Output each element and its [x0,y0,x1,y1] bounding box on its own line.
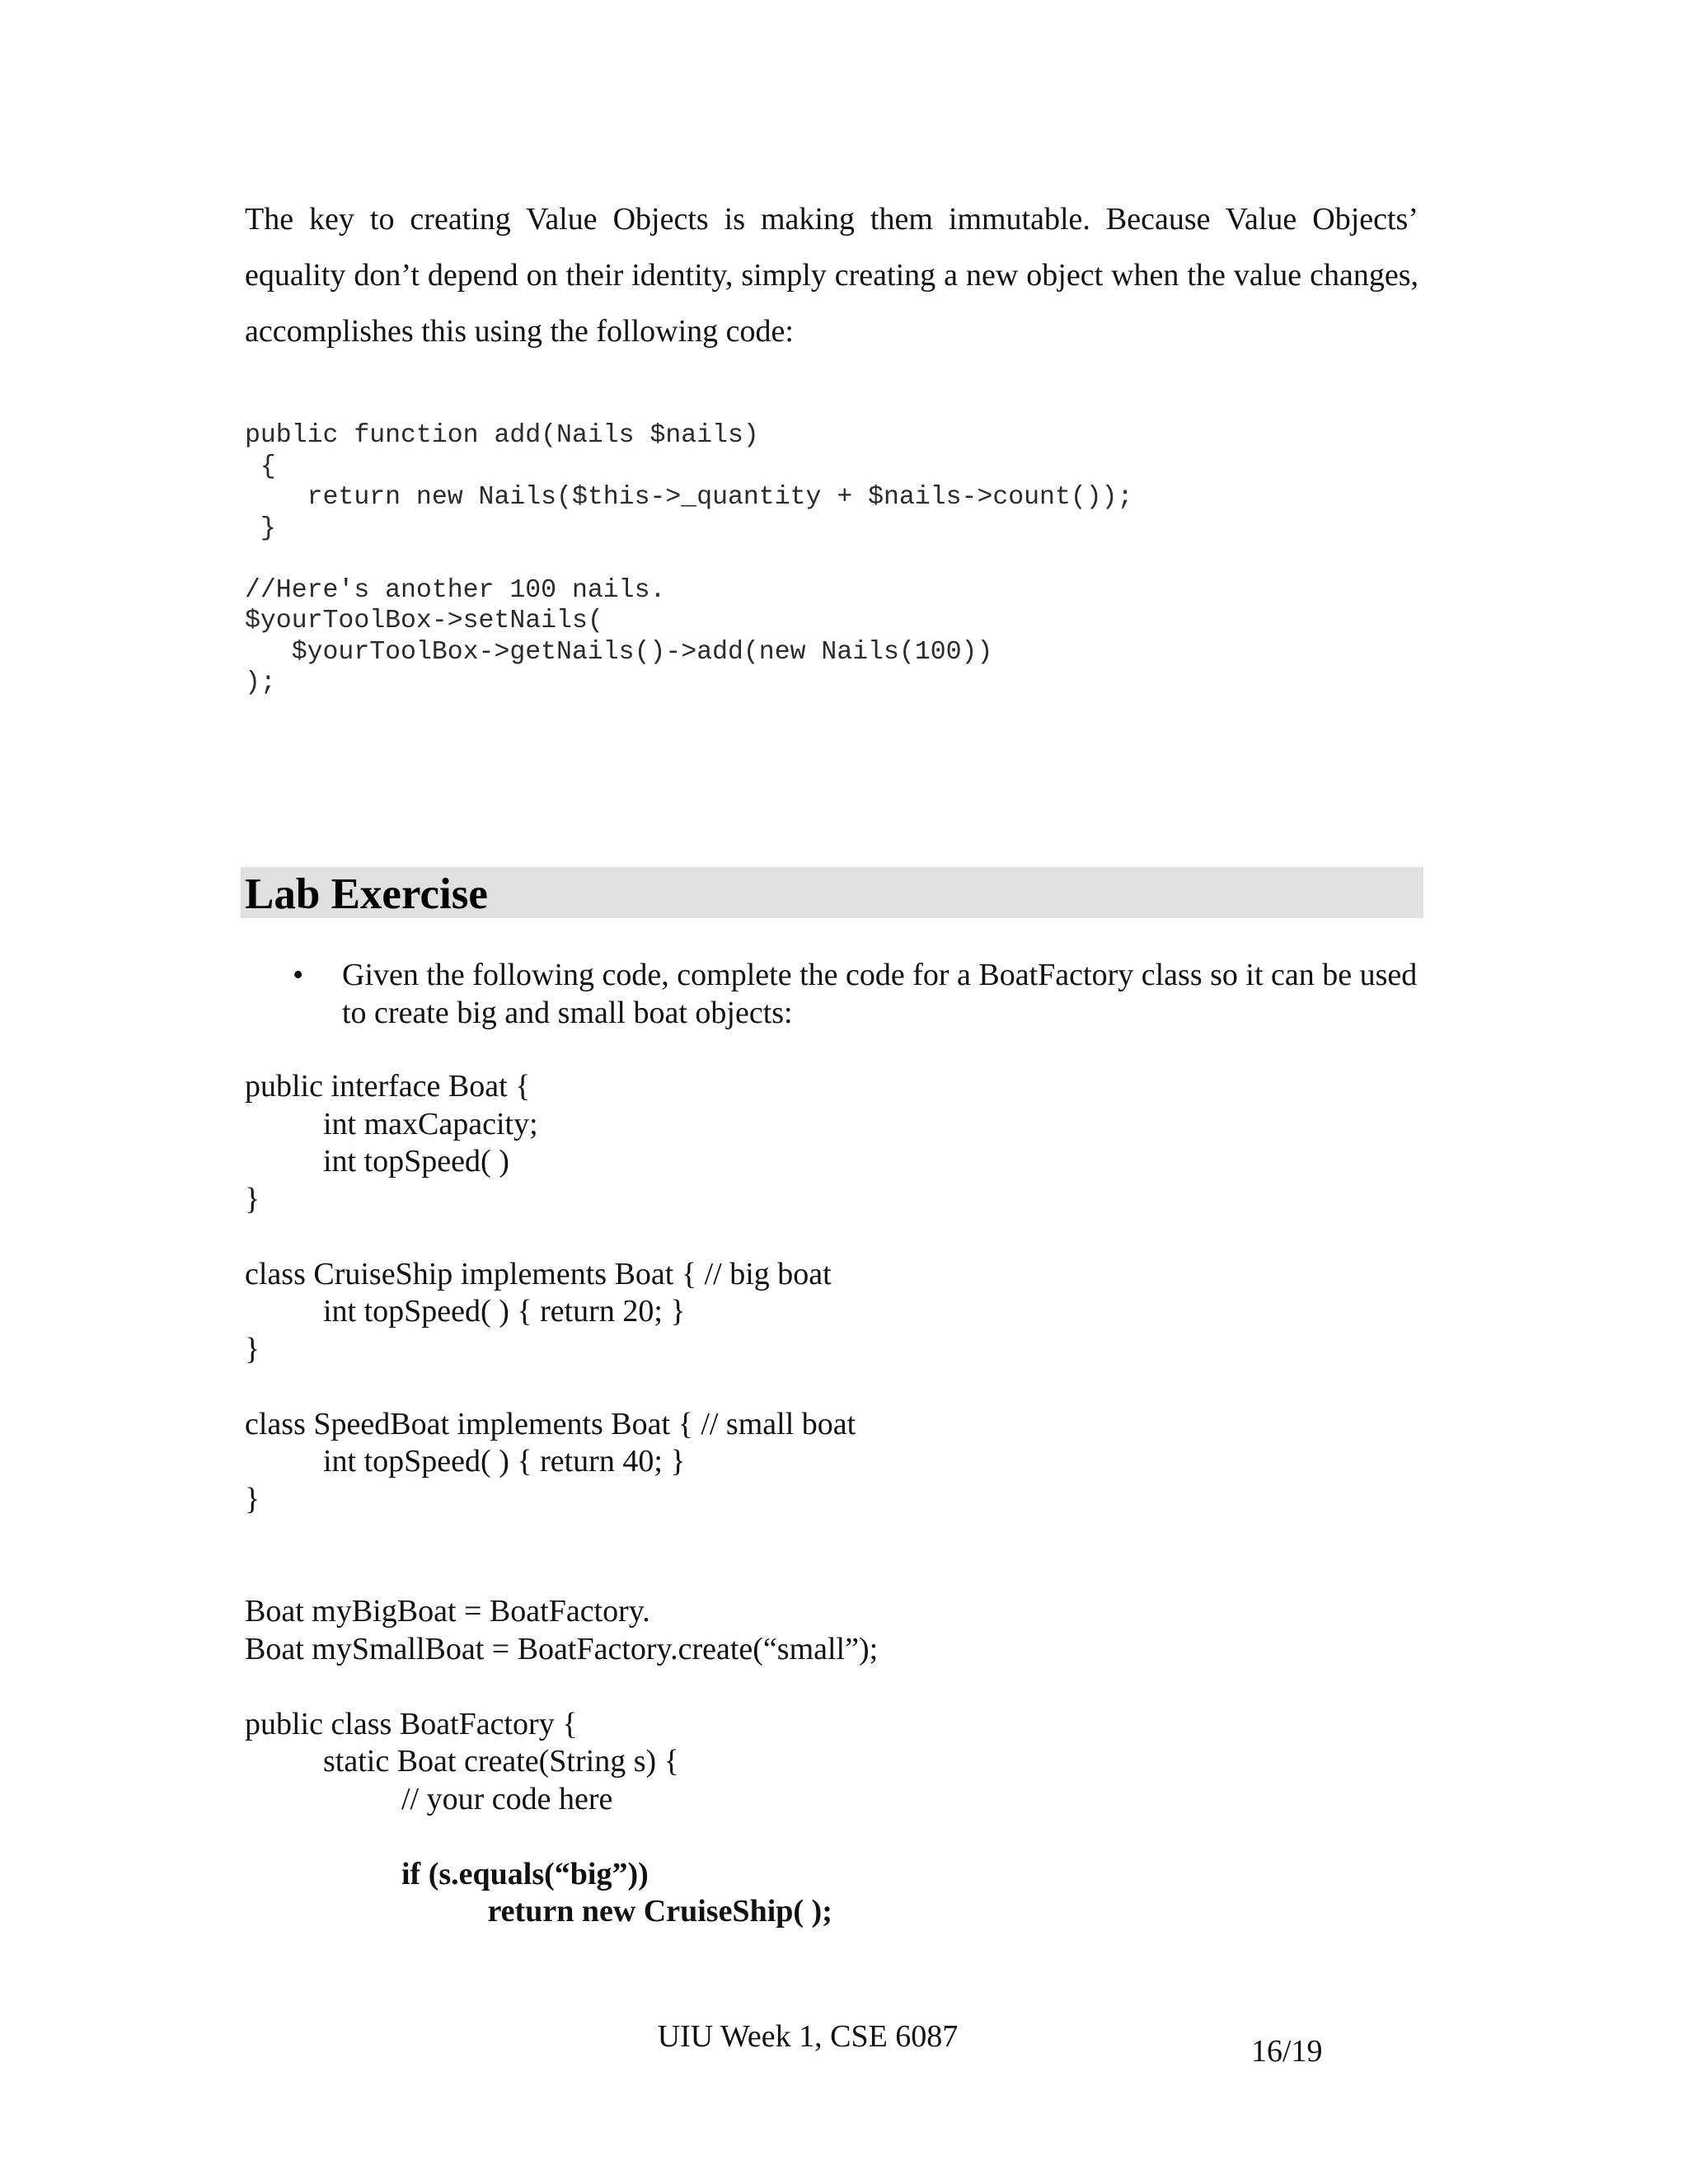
section-heading: Lab Exercise [245,870,488,918]
code-line: $yourToolBox->getNails()->add(new Nails(100)) [245,637,993,667]
code-line: } [245,1331,260,1366]
code-line: static Boat create(String s) { [245,1744,679,1779]
code-line: return new CruiseShip( ); [245,1894,832,1929]
bullet-item-text: Given the following code, complete the code for a BoatFactory class so it can be used to create big and small boat objects: [342,958,1418,1030]
java-code-block [245,1068,878,1931]
code-line: class SpeedBoat implements Boat { // small boat [245,1406,856,1441]
code-line: } [245,1181,260,1216]
code-line: class CruiseShip implements Boat { // big boat [245,1256,832,1291]
code-line: public class BoatFactory { [245,1706,578,1741]
code-line: } [245,513,276,543]
footer-course-label: UIU Week 1, CSE 6087 [657,2019,959,2054]
code-line: //Here's another 100 nails. [245,575,666,605]
intro-paragraph: The key to creating Value Objects is making them immutable. Because Value Objects’ equality don’t depend on their identity, simply creating a new object when the value changes, accomplishes this using the following code: [245,202,1418,349]
php-code-block [245,420,1132,699]
code-line: ); [245,668,276,697]
code-line: return new Nails($this->_quantity + $nails->count()); [245,483,1133,512]
code-line: int topSpeed( ) [245,1144,509,1179]
code-line: Boat mySmallBoat = BoatFactory.create(“small”); [245,1631,879,1666]
code-line: $yourToolBox->setNails( [245,607,603,635]
code-line: public function add(Nails $nails) [245,421,759,450]
code-line: Boat myBigBoat = BoatFactory. [245,1594,650,1629]
page-number: 16/19 [1251,2034,1323,2069]
code-line: public interface Boat { [245,1069,531,1104]
code-line: int maxCapacity; [245,1106,538,1141]
code-line: { [245,452,276,481]
code-line: } [245,1481,260,1516]
bullet-icon: • [293,958,304,992]
code-line: int topSpeed( ) { return 20; } [245,1294,686,1329]
code-line: if (s.equals(“big”)) [245,1856,649,1891]
code-line: int topSpeed( ) { return 40; } [245,1444,686,1479]
code-line: // your code here [245,1781,613,1816]
